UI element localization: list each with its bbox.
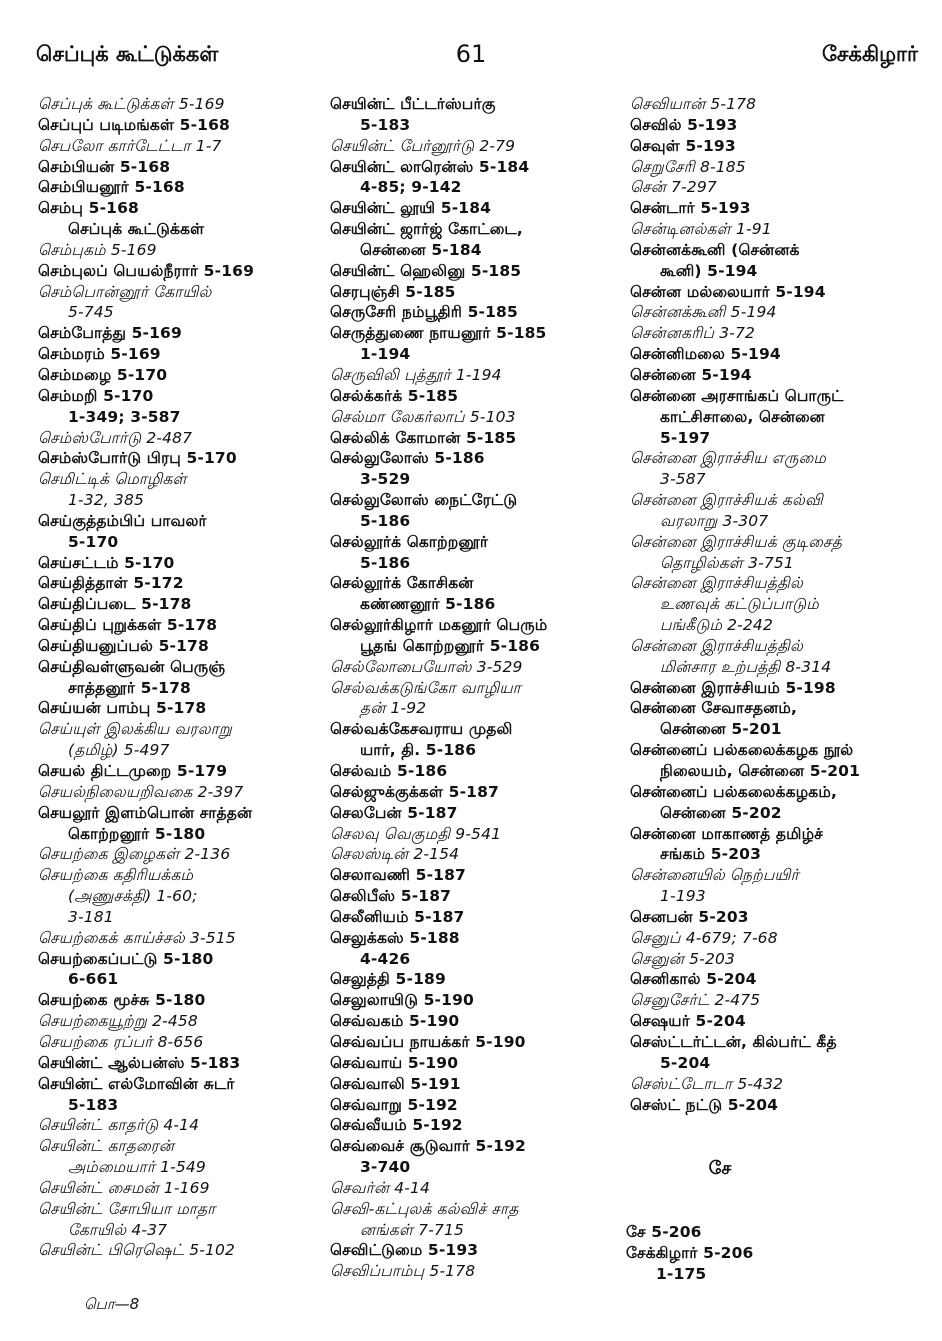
index-entry-term: செல்வக்கடுங்கோ வாழியா xyxy=(330,678,521,697)
index-entry xyxy=(330,928,622,970)
signature-mark: பொ—8 xyxy=(84,1295,140,1313)
index-entry-term: செம்ஸ்போர்டு பிரபு 5-170 xyxy=(38,449,237,468)
index-entry xyxy=(330,782,622,803)
index-entry xyxy=(38,157,320,178)
index-entry xyxy=(330,719,622,761)
index-entry xyxy=(38,844,320,865)
index-entry-continuation: 5-745 xyxy=(68,303,114,322)
index-entry-continuation: 5-183 xyxy=(68,1095,119,1114)
index-entry-term: சென்னையில் நெற்பயிர் xyxy=(630,866,799,885)
index-entry xyxy=(630,1011,930,1032)
index-entry-term: செயற்கை ரப்பர் 8-656 xyxy=(38,1032,204,1051)
index-entry-term: செனுப் 4-679; 7-68 xyxy=(630,928,778,947)
index-entry xyxy=(630,386,930,449)
index-entry-continuation: அம்மையார் 1-549 xyxy=(68,1158,206,1177)
index-entry-continuation: 5-197 xyxy=(660,428,711,447)
index-entry-term: செல்லுலோஸ் 5-186 xyxy=(330,449,485,468)
index-entry-term: செவ்வாய் 5-190 xyxy=(330,1053,459,1072)
index-entry xyxy=(38,928,320,949)
index-entry xyxy=(38,1199,320,1241)
index-entry-continuation: சாத்தனூர் 5-178 xyxy=(68,678,191,697)
index-entry xyxy=(330,1074,622,1095)
index-entry-continuation: 5-170 xyxy=(68,532,119,551)
index-entry-term: செவ்வாறு 5-192 xyxy=(330,1095,458,1114)
section-heading: சே xyxy=(708,1158,732,1179)
index-entry-continuation: (அணுசக்தி) 1-60; xyxy=(68,887,198,906)
index-entry xyxy=(38,553,320,574)
index-entry xyxy=(38,386,320,428)
index-entry xyxy=(630,490,930,532)
index-entry-continuation: 4-85; 9-142 xyxy=(360,178,462,197)
index-entry-term: செஸ்ட்டர்ட்டன், கில்பர்ட் கீத் xyxy=(630,1032,837,1051)
index-entry xyxy=(330,428,622,449)
index-entry xyxy=(330,1240,622,1261)
index-entry xyxy=(330,448,622,490)
index-entry xyxy=(630,782,930,824)
index-entry-term: செயின்ட் காதரைன் xyxy=(38,1137,175,1156)
index-entry xyxy=(630,302,930,323)
index-entry xyxy=(630,198,930,219)
index-entry xyxy=(330,157,622,199)
index-entry xyxy=(630,157,930,178)
index-entry-term: சென்னை இராச்சிய எருமை xyxy=(630,449,826,468)
index-entry-term: சென்னை அரசாங்கப் பொருட் xyxy=(630,386,844,405)
index-entry-term: சென்னிமலை 5-194 xyxy=(630,345,781,364)
index-entry xyxy=(330,990,622,1011)
index-entry-continuation: காட்சிசாலை, சென்னை xyxy=(660,407,825,426)
index-entry-term: செயற்கைக் காய்ச்சல் 3-515 xyxy=(38,928,236,947)
index-entry-continuation: பூதங் கொற்றனூர் 5-186 xyxy=(360,636,541,655)
index-entry xyxy=(38,782,320,803)
index-entry-term: செலவு வெகுமதி 9-541 xyxy=(330,824,502,843)
index-entry-term: செல்மா லேகர்லாப் 5-103 xyxy=(330,407,516,426)
index-entry-term: செயல் திட்டமுறை 5-179 xyxy=(38,762,228,780)
index-entry-term: செயின்ட் சைமன் 1-169 xyxy=(38,1178,210,1197)
index-entry xyxy=(38,657,320,699)
index-entry-term: செனிகால் 5-204 xyxy=(630,970,757,989)
index-entry xyxy=(630,94,930,115)
index-entry xyxy=(38,803,320,845)
index-entry-continuation: வரலாறு 3-307 xyxy=(660,511,769,530)
index-entry xyxy=(630,928,930,949)
index-entry-term: செயின்ட் பிரெஷெட் 5-102 xyxy=(38,1241,236,1260)
index-entry-term: செல்ஜுக்குக்கள் 5-187 xyxy=(330,782,499,801)
index-entry xyxy=(630,636,930,678)
index-entry xyxy=(630,573,930,636)
index-entry-term: சே 5-206 xyxy=(626,1223,702,1241)
index-entry-term: செய்திவள்ளுவன் பெருஞ் xyxy=(38,657,226,676)
index-entry-term: செவியான் 5-178 xyxy=(630,95,757,113)
index-entry xyxy=(330,302,622,323)
index-entry-term: சென்னக்கூனி (சென்னக் xyxy=(630,240,800,259)
index-entry-term: செல்வம் 5-186 xyxy=(330,762,448,780)
index-entry-term: செம்மழை 5-170 xyxy=(38,365,168,384)
index-entry xyxy=(330,323,622,365)
index-entry-continuation: தொழில்கள் 3-751 xyxy=(660,553,794,572)
index-entry-continuation: யார், தி. 5-186 xyxy=(360,741,477,760)
index-entry xyxy=(630,1032,930,1074)
index-entry xyxy=(330,657,622,678)
index-entry xyxy=(38,594,320,615)
index-entry-term: செயல்நிலையறிவகை 2-397 xyxy=(38,782,244,801)
index-entry xyxy=(630,824,930,866)
index-entry xyxy=(38,1178,320,1199)
index-entry-term: செபலோ கார்டேட்டா 1-7 xyxy=(38,136,222,155)
index-entry-term: செயின்ட் ஜார்ஜ் கோட்டை, xyxy=(330,220,523,239)
index-entry xyxy=(630,115,930,136)
index-entry-continuation: தன் 1-92 xyxy=(360,699,427,718)
index-entry xyxy=(38,261,320,282)
index-entry-term: செயின்ட் எல்மோவின் சுடர் xyxy=(38,1074,235,1093)
index-entry xyxy=(330,573,622,615)
index-entry-continuation: 5-183 xyxy=(360,115,411,134)
index-entry xyxy=(330,407,622,428)
index-column-1 xyxy=(38,94,320,1261)
index-entry-term: செயின்ட் லாரென்ஸ் 5-184 xyxy=(330,157,530,176)
index-entry xyxy=(630,907,930,928)
index-entry xyxy=(630,1074,930,1095)
index-entry-term: செம்ஸ்போர்டு 2-487 xyxy=(38,428,193,447)
index-entry-term: செயலூர் இளம்பொன் சாத்தன் xyxy=(38,803,253,822)
index-entry-term: செவ்வகம் 5-190 xyxy=(330,1012,460,1031)
index-entry-term: செய்திப்படை 5-178 xyxy=(38,595,192,614)
index-entry xyxy=(38,949,320,991)
index-entry xyxy=(38,698,320,719)
index-entry xyxy=(330,615,622,657)
index-entry-term: செம்பொன்னூர் கோயில் xyxy=(38,282,212,301)
index-entry-term: சென்னகரிப் 3-72 xyxy=(630,324,756,343)
index-entry xyxy=(38,198,320,240)
index-entry-continuation: 4-426 xyxy=(360,949,411,968)
index-entry-continuation: மின்சார உற்பத்தி 8-314 xyxy=(660,657,832,676)
index-entry xyxy=(38,1053,320,1074)
index-entry-term: செவுள் 5-193 xyxy=(630,136,736,155)
index-entry-continuation: 1-349; 3-587 xyxy=(68,407,181,426)
running-head-right: சேக்கிழார் xyxy=(821,42,918,66)
index-entry xyxy=(38,177,320,198)
index-entry xyxy=(630,865,930,907)
index-entry xyxy=(630,282,930,303)
index-entry xyxy=(330,803,622,824)
index-entry-term: செஸ்ட் நட்டு 5-204 xyxy=(630,1095,779,1114)
index-entry-term: செய்தித்தாள் 5-172 xyxy=(38,574,184,593)
index-entry xyxy=(38,115,320,136)
index-entry-continuation: 1-194 xyxy=(360,345,411,364)
index-entry-term: செலபேன் 5-187 xyxy=(330,803,458,822)
index-entry xyxy=(630,219,930,240)
index-entry xyxy=(38,1115,320,1136)
index-entry xyxy=(330,282,622,303)
index-entry-term: செலுத்தி 5-189 xyxy=(330,970,446,989)
index-entry xyxy=(38,761,320,782)
index-entry xyxy=(330,1261,622,1282)
index-entry-term: செவில் 5-193 xyxy=(630,115,738,134)
index-entry xyxy=(330,532,622,574)
index-entry xyxy=(630,448,930,490)
index-entry-continuation: (தமிழ்) 5-497 xyxy=(68,741,170,760)
index-entry-term: செனபன் 5-203 xyxy=(630,907,749,926)
index-entry xyxy=(630,344,930,365)
index-entry xyxy=(630,136,930,157)
index-entry-term: செலஸ்டின் 2-154 xyxy=(330,845,460,864)
index-entry-term: செம்பியனூர் 5-168 xyxy=(38,178,185,197)
index-entry xyxy=(630,678,930,699)
index-entry-continuation: 5-186 xyxy=(360,511,411,530)
index-entry-term: செம்மறி 5-170 xyxy=(38,386,154,405)
index-entry xyxy=(38,365,320,386)
index-entry-continuation: னங்கள் 7-715 xyxy=(360,1220,464,1239)
index-entry-term: செய்யன் பாம்பு 5-178 xyxy=(38,699,207,718)
index-entry-term: சென்ன மல்லையார் 5-194 xyxy=(630,282,826,301)
index-entry-term: செல்லுலோஸ் நைட்ரேட்டு xyxy=(330,491,518,510)
index-entry-term: சென்னை இராச்சியத்தில் xyxy=(630,636,803,655)
index-entry-continuation: 1-193 xyxy=(660,887,706,906)
index-entry-term: செஸ்ட்டோடா 5-432 xyxy=(630,1074,784,1093)
index-entry-term: செல்லோபையோஸ் 3-529 xyxy=(330,657,523,676)
index-entry xyxy=(630,990,930,1011)
index-entry xyxy=(38,469,320,511)
index-entry-term: செயின்ட் பேர்னூர்டு 2-79 xyxy=(330,136,516,155)
index-entry xyxy=(38,323,320,344)
index-entry xyxy=(330,1053,622,1074)
index-entry-term: செம்புகம் 5-169 xyxy=(38,240,157,259)
index-entry xyxy=(330,1095,622,1116)
index-entry-term: செம்பு 5-168 xyxy=(38,199,139,218)
index-entry xyxy=(38,1074,320,1116)
index-entry-term: செப்புக் கூட்டுக்கள் 5-169 xyxy=(38,95,225,113)
index-column-3-section xyxy=(626,1222,926,1285)
index-entry xyxy=(38,865,320,928)
index-entry xyxy=(38,511,320,553)
index-column-3 xyxy=(630,94,930,1115)
index-entry-term: செம்பியன் 5-168 xyxy=(38,157,171,176)
index-entry-continuation: சங்கம் 5-203 xyxy=(660,845,762,864)
index-entry xyxy=(330,865,622,886)
index-entry-continuation: 5-204 xyxy=(660,1053,711,1072)
index-entry-term: செருவிலி புத்தூர் 1-194 xyxy=(330,365,502,384)
index-entry-continuation: 1-175 xyxy=(656,1264,707,1283)
index-entry-term: செயற்கை கதிரியக்கம் xyxy=(38,866,194,885)
index-entry xyxy=(38,1032,320,1053)
index-entry-continuation: பங்கீடும் 2-242 xyxy=(660,616,773,635)
index-entry-continuation: 5-186 xyxy=(360,553,411,572)
index-entry-term: செறுசேரி 8-185 xyxy=(630,157,746,176)
index-entry-term: செயற்கை மூச்சு 5-180 xyxy=(38,991,206,1010)
page-header xyxy=(0,42,942,78)
index-entry xyxy=(630,177,930,198)
running-head-left: செப்புக் கூட்டுக்கள் xyxy=(36,42,219,66)
index-entry-term: செய்திப் புறுக்கள் 5-178 xyxy=(38,616,218,635)
index-entry-term: செனுசேர்ட் 2-475 xyxy=(630,991,761,1010)
index-entry-term: செலாவணி 5-187 xyxy=(330,866,466,885)
index-entry-term: செய்குத்தம்பிப் பாவலர் xyxy=(38,511,207,530)
index-entry xyxy=(38,990,320,1011)
index-entry xyxy=(630,365,930,386)
index-entry-term: செவிப்பாம்பு 5-178 xyxy=(330,1262,476,1281)
index-entry-term: சேக்கிழார் 5-206 xyxy=(626,1243,754,1262)
index-entry xyxy=(38,573,320,594)
index-entry-term: செலீனியம் 5-187 xyxy=(330,907,465,926)
index-entry-term: சென்னை இராச்சியக் கல்வி xyxy=(630,491,823,510)
page-number: 61 xyxy=(455,40,487,68)
index-entry-continuation: உணவுக் கட்டுப்பாடும் xyxy=(660,595,819,614)
index-entry-term: செயற்கை இழைகள் 2-136 xyxy=(38,845,231,864)
index-entry xyxy=(626,1243,926,1285)
index-entry xyxy=(330,94,622,136)
index-entry xyxy=(630,740,930,782)
index-entry-term: சென்னக்கூனி 5-194 xyxy=(630,303,777,322)
index-entry-term: செல்வக்கேசவராய முதலி xyxy=(330,720,513,739)
index-entry-term: செல்லிக் கோமான் 5-185 xyxy=(330,428,517,447)
index-entry xyxy=(330,844,622,865)
index-entry xyxy=(330,886,622,907)
index-entry-term: சென்னை மாகாணத் தமிழ்ச் xyxy=(630,824,823,843)
index-entry-term: சென்னை 5-194 xyxy=(630,365,752,384)
index-entry xyxy=(38,615,320,636)
index-entry xyxy=(630,969,930,990)
index-entry xyxy=(330,907,622,928)
index-entry-term: செயின்ட் ஆல்பன்ஸ் 5-183 xyxy=(38,1053,241,1072)
index-entry xyxy=(38,719,320,761)
index-entry xyxy=(330,261,622,282)
index-entry-term: செலுக்கஸ் 5-188 xyxy=(330,928,460,947)
index-entry-continuation: சென்னை 5-201 xyxy=(660,720,782,739)
index-entry-continuation: 3-181 xyxy=(68,907,114,926)
index-entry xyxy=(330,1199,622,1241)
index-entry xyxy=(330,136,622,157)
index-column-2 xyxy=(330,94,622,1282)
index-entry-term: செவ்வீயம் 5-192 xyxy=(330,1116,463,1135)
index-entry-term: செயற்கைப்பட்டு 5-180 xyxy=(38,949,214,968)
index-entry xyxy=(38,448,320,469)
index-entry xyxy=(38,428,320,449)
index-entry-term: செவ்வாலி 5-191 xyxy=(330,1074,461,1093)
index-entry-continuation: 3-740 xyxy=(360,1158,411,1177)
index-entry-continuation: சென்னை 5-202 xyxy=(660,803,782,822)
index-entry xyxy=(630,1095,930,1116)
index-entry xyxy=(630,323,930,344)
index-entry-continuation: 3-587 xyxy=(660,470,706,489)
index-entry-term: சென்னைப் பல்கலைக்கழக நூல் xyxy=(630,741,854,760)
index-entry-term: செப்புப் படிமங்கள் 5-168 xyxy=(38,115,230,134)
index-entry-term: சென்னை சேவாசதனம், xyxy=(630,699,798,718)
index-entry xyxy=(38,240,320,261)
index-entry-term: செவ்வப்ப நாயக்கர் 5-190 xyxy=(330,1032,526,1051)
index-entry-term: சென்டினல்கள் 1-91 xyxy=(630,220,772,239)
index-entry-term: செயற்கையூற்று 2-458 xyxy=(38,1012,198,1031)
index-entry-term: செலுலாயிடு 5-190 xyxy=(330,991,474,1010)
index-entry xyxy=(38,636,320,657)
index-entry xyxy=(330,198,622,219)
index-entry-continuation: சென்னை 5-184 xyxy=(360,240,482,259)
index-entry xyxy=(38,282,320,324)
index-entry xyxy=(330,824,622,845)
index-entry-term: செல்க்கர்க் 5-185 xyxy=(330,386,459,405)
index-entry-term: செல்லூர்கிழார் மகனூர் பெரும் xyxy=(330,616,548,635)
index-entry xyxy=(330,490,622,532)
index-entry xyxy=(38,1240,320,1261)
index-entry-continuation: கூனி) 5-194 xyxy=(660,261,758,280)
index-entry-term: செரபுஞ்சி 5-185 xyxy=(330,282,456,301)
index-entry xyxy=(330,969,622,990)
index-entry-term: சென்னைப் பல்கலைக்கழகம், xyxy=(630,782,837,801)
index-entry xyxy=(38,1011,320,1032)
index-entry-term: செவ்வைச் சூடுவார் 5-192 xyxy=(330,1137,526,1156)
index-entry-term: செம்புலப் பெயல்நீரார் 5-169 xyxy=(38,261,255,280)
index-entry-term: சென்னை இராச்சியத்தில் xyxy=(630,574,803,593)
index-entry xyxy=(330,1178,622,1199)
index-entry xyxy=(330,219,622,261)
index-entry xyxy=(630,698,930,740)
index-entry-term: செயின்ட் சோபியா மாதா xyxy=(38,1199,216,1218)
index-entry-term: செவி-கட்புலக் கல்விச் சாத xyxy=(330,1199,519,1218)
index-entry xyxy=(330,365,622,386)
index-entry-term: செல்லூர்க் கொற்றனூர் xyxy=(330,532,489,551)
index-entry xyxy=(330,1011,622,1032)
index-entry-term: செய்யுள் இலக்கிய வரலாறு xyxy=(38,720,232,739)
index-entry-term: செவிட்டுமை 5-193 xyxy=(330,1241,479,1260)
index-entry-term: செயின்ட் ஹெலினு 5-185 xyxy=(330,261,522,280)
index-entry-continuation: செப்புக் கூட்டுக்கள் xyxy=(68,220,205,239)
index-entry-continuation: கண்ணனூர் 5-186 xyxy=(360,595,496,614)
index-entry xyxy=(630,949,930,970)
index-entry-term: செனுன் 5-203 xyxy=(630,949,735,968)
index-entry-term: செம்மரம் 5-169 xyxy=(38,345,161,364)
index-entry xyxy=(330,1032,622,1053)
index-entry-term: செஷயர் 5-204 xyxy=(630,1012,746,1031)
index-entry-term: செய்தியனுப்பல் 5-178 xyxy=(38,636,209,655)
index-entry-term: செயின்ட் காதர்டு 4-14 xyxy=(38,1116,200,1135)
index-entry-term: செலிபீஸ் 5-187 xyxy=(330,887,452,906)
index-entry-term: செருத்துணை நாயனூர் 5-185 xyxy=(330,324,547,343)
index-entry-continuation: கோயில் 4-37 xyxy=(68,1220,168,1239)
index-entry-term: சென்டார் 5-193 xyxy=(630,199,751,218)
index-entry-continuation: 3-529 xyxy=(360,470,411,489)
index-entry-term: செமிட்டிக் மொழிகள் xyxy=(38,470,187,489)
index-entry xyxy=(38,344,320,365)
index-entry xyxy=(38,1136,320,1178)
index-entry-continuation: 6-661 xyxy=(68,970,119,989)
index-entry xyxy=(38,94,320,115)
index-entry-term: சென்னை இராச்சியக் குடிசைத் xyxy=(630,532,842,551)
index-entry-term: சென்னை இராச்சியம் 5-198 xyxy=(630,678,836,697)
index-entry-continuation: 1-32, 385 xyxy=(68,491,144,510)
index-entry-term: செருசேரி நம்பூதிரி 5-185 xyxy=(330,303,518,322)
index-entry-continuation: கொற்றனூர் 5-180 xyxy=(68,824,206,843)
index-entry xyxy=(626,1222,926,1243)
index-entry xyxy=(330,678,622,720)
index-entry xyxy=(330,761,622,782)
index-entry-term: செயின்ட் லூயி 5-184 xyxy=(330,199,492,218)
index-entry xyxy=(330,386,622,407)
index-entry xyxy=(38,136,320,157)
index-entry xyxy=(330,1115,622,1136)
index-entry xyxy=(630,532,930,574)
index-entry-continuation: நிலையம், சென்னை 5-201 xyxy=(660,762,861,780)
index-entry-term: செய்சட்டம் 5-170 xyxy=(38,553,175,572)
index-entry-term: சென் 7-297 xyxy=(630,178,717,197)
index-entry-term: செயின்ட் பீட்டர்ஸ்பர்கு xyxy=(330,95,496,113)
index-entry xyxy=(330,1136,622,1178)
index-entry-term: செல்லூர்க் கோசிகன் xyxy=(330,574,474,593)
index-entry xyxy=(630,240,930,282)
index-entry-term: செம்போத்து 5-169 xyxy=(38,324,182,343)
index-entry-term: செவர்ன் 4-14 xyxy=(330,1178,431,1197)
